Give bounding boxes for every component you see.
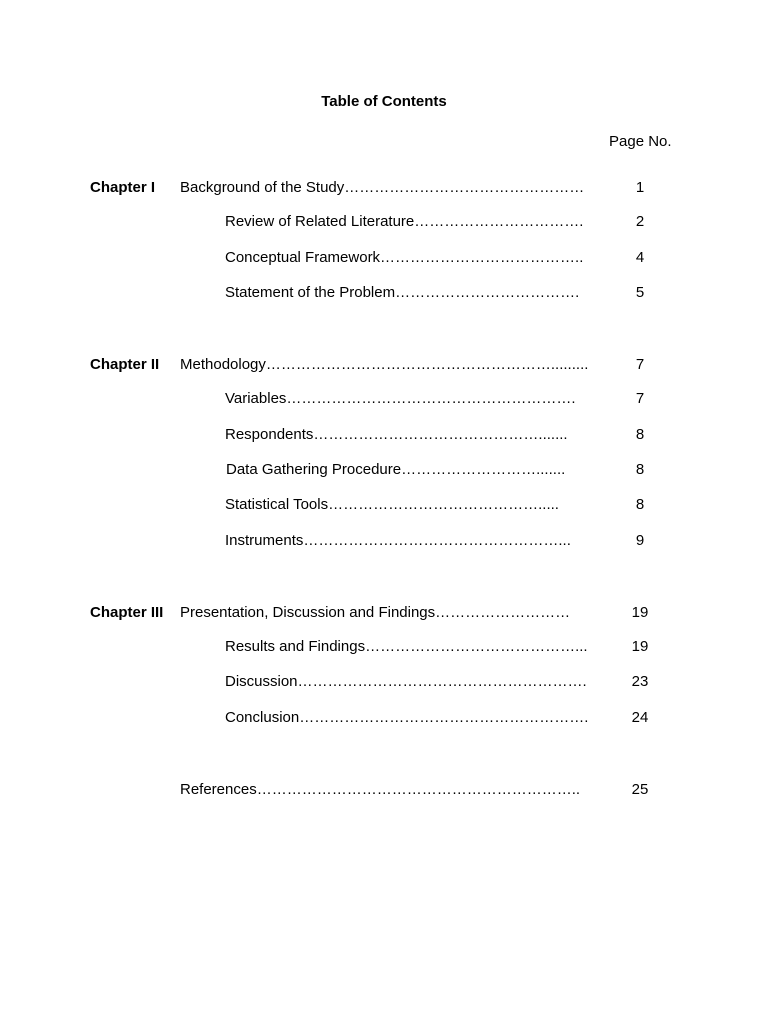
page-title: Table of Contents <box>321 93 447 110</box>
toc-page-number: 23 <box>631 673 649 690</box>
toc-page-number: 19 <box>631 604 649 621</box>
toc-entry: Results and Findings……………………………………... <box>225 638 588 655</box>
toc-entry: Instruments……………………………………………... <box>225 532 571 549</box>
toc-entry: Data Gathering Procedure………………………....... <box>226 461 566 478</box>
toc-page-number: 19 <box>631 638 649 655</box>
toc-entry: Methodology…………………………………………………......... <box>180 356 589 373</box>
toc-page-number: 2 <box>635 213 645 230</box>
toc-page-number: 7 <box>635 356 645 373</box>
toc-entry: Variables…………………………………………………. <box>225 390 576 407</box>
toc-entry: Statement of the Problem………………………………. <box>225 284 580 301</box>
toc-entry: Conclusion…………………………………………………. <box>225 709 589 726</box>
toc-entry: Background of the Study………………………………………… <box>180 179 585 196</box>
toc-page-number: 8 <box>635 426 645 443</box>
toc-entry: Discussion…………………………………………………. <box>225 673 587 690</box>
toc-page-number: 4 <box>635 249 645 266</box>
chapter-3-label: Chapter III <box>90 604 164 621</box>
toc-page-number: 1 <box>635 179 645 196</box>
toc-entry: Respondents………………………………………....... <box>225 426 568 443</box>
toc-page-number: 9 <box>635 532 645 549</box>
toc-entry: Presentation, Discussion and Findings……………………… <box>180 604 571 621</box>
toc-entry: Review of Related Literature……………………………. <box>225 213 584 230</box>
chapter-2-label: Chapter II <box>90 356 160 373</box>
toc-page-number: 25 <box>631 781 649 798</box>
toc-page-number: 8 <box>635 496 645 513</box>
toc-page-number: 5 <box>635 284 645 301</box>
toc-page-number: 7 <box>635 390 645 407</box>
page-number-header: Page No. <box>609 133 672 150</box>
chapter-1-label: Chapter I <box>90 179 156 196</box>
toc-page-number: 8 <box>635 461 645 478</box>
toc-entry: Conceptual Framework………………………………….. <box>225 249 584 266</box>
toc-page-number: 24 <box>631 709 649 726</box>
references-entry: References……………………………………………………….. <box>180 781 581 798</box>
toc-entry: Statistical Tools……………………………………..... <box>225 496 559 513</box>
